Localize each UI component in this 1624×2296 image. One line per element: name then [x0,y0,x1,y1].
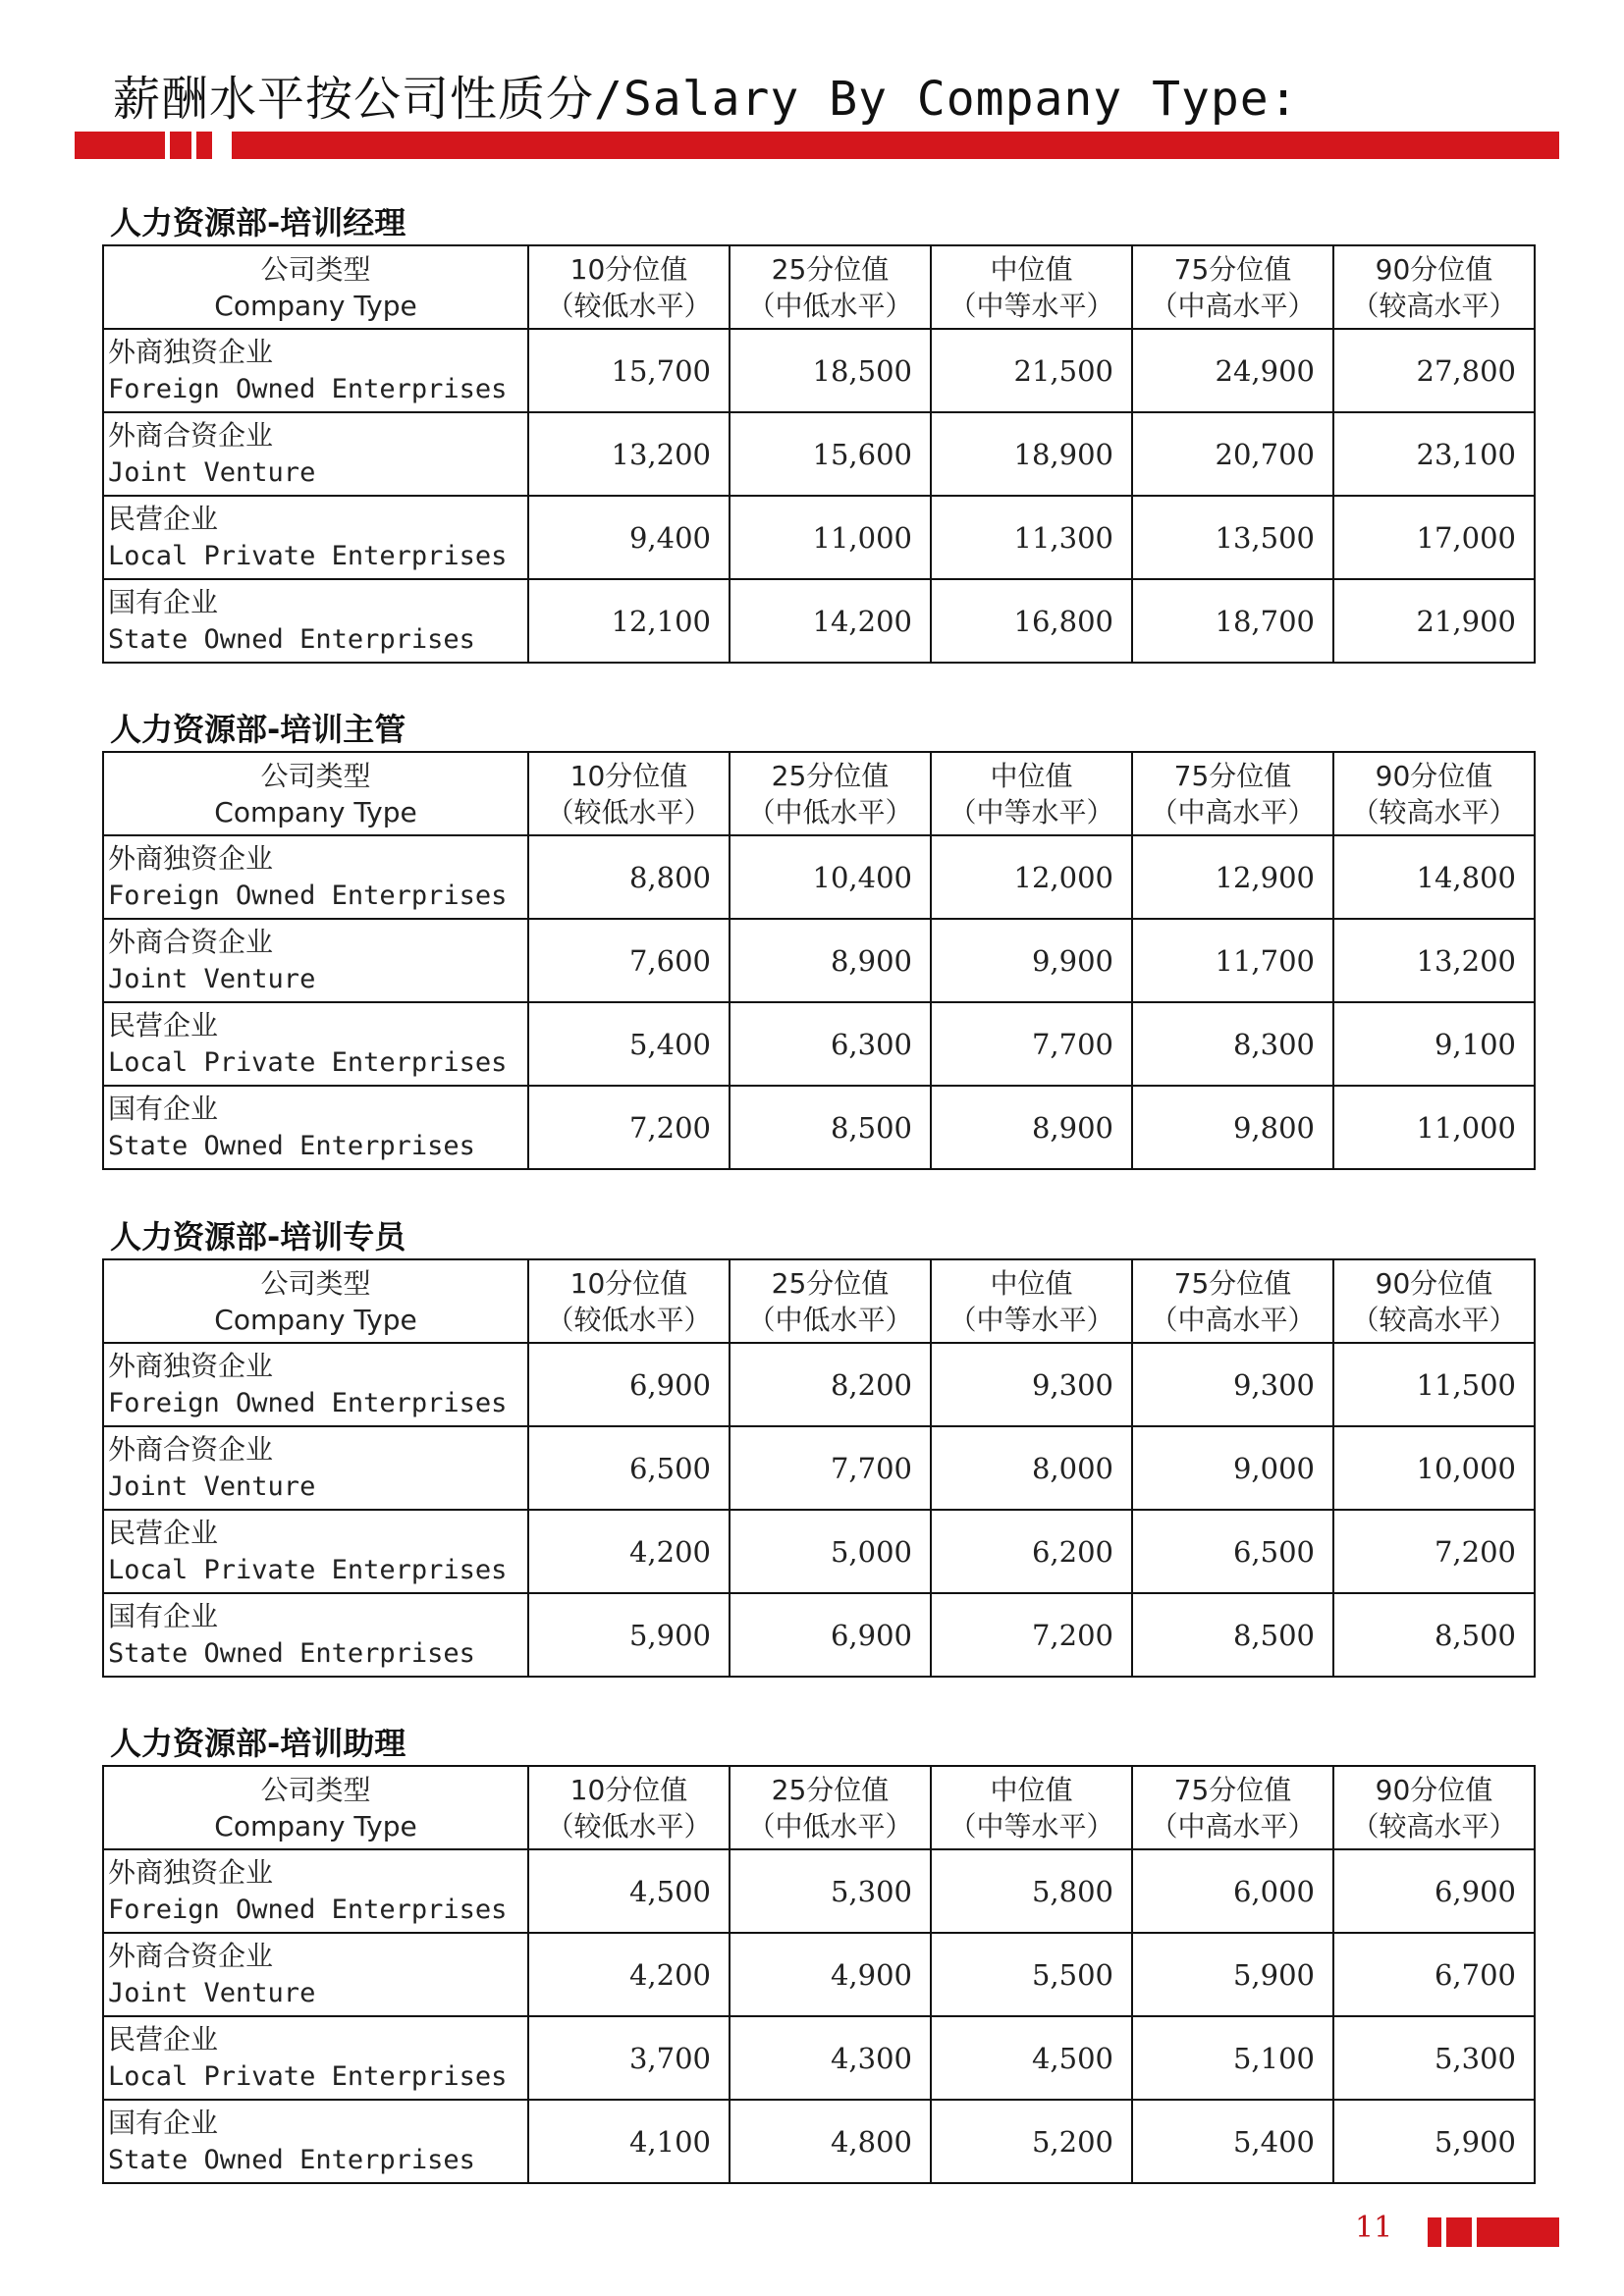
value-cell: 21,500 [931,329,1132,412]
value-cell: 13,200 [528,412,730,496]
table-header-row [103,752,1535,835]
value-cell: 5,200 [931,2100,1132,2183]
header-company-type: 公司类型 Company Type [103,1766,528,1849]
header-p25: 25分位值 （中低水平） [730,1259,931,1343]
company-type-cell: 外商合资企业 Joint Venture [103,919,528,1002]
header-p90: 90分位值 （较高水平） [1333,245,1535,329]
page-number: 11 [1355,2211,1393,2245]
header-p10: 10分位值 （较低水平） [528,1259,730,1343]
value-cell: 9,900 [931,919,1132,1002]
value-cell: 24,900 [1132,329,1333,412]
value-cell: 14,200 [730,579,931,663]
value-cell: 9,000 [1132,1426,1333,1510]
value-cell: 4,500 [931,2016,1132,2100]
company-type-cell: 民营企业 Local Private Enterprises [103,2016,528,2100]
value-cell: 5,900 [1333,2100,1535,2183]
value-cell: 8,500 [730,1086,931,1169]
company-type-cell: 外商合资企业 Joint Venture [103,1426,528,1510]
value-cell: 5,900 [1132,1933,1333,2016]
value-cell: 8,500 [1132,1593,1333,1677]
header-company-type: 公司类型 Company Type [103,245,528,329]
header-p75: 75分位值 （中高水平） [1132,1259,1333,1343]
salary-table [102,244,1536,664]
table-row [103,919,1535,1002]
company-type-cell: 民营企业 Local Private Enterprises [103,1510,528,1593]
company-type-cell: 外商独资企业 Foreign Owned Enterprises [103,329,528,412]
value-cell: 3,700 [528,2016,730,2100]
value-cell: 10,400 [730,835,931,919]
value-cell: 9,300 [1132,1343,1333,1426]
header-p75: 75分位值 （中高水平） [1132,752,1333,835]
header-p75: 75分位值 （中高水平） [1132,245,1333,329]
table-row [103,835,1535,919]
value-cell: 6,900 [730,1593,931,1677]
salary-table [102,751,1536,1170]
header-p10: 10分位值 （较低水平） [528,1766,730,1849]
table-row [103,412,1535,496]
value-cell: 6,300 [730,1002,931,1086]
value-cell: 4,900 [730,1933,931,2016]
company-type-cell: 国有企业 State Owned Enterprises [103,1593,528,1677]
table-row [103,2100,1535,2183]
value-cell: 16,800 [931,579,1132,663]
salary-table [102,1258,1536,1678]
value-cell: 7,200 [528,1086,730,1169]
value-cell: 18,700 [1132,579,1333,663]
value-cell: 7,600 [528,919,730,1002]
section-title: 人力资源部-培训主管 [110,711,406,748]
table-row [103,1002,1535,1086]
footer-rule-bar [1477,2217,1559,2247]
company-type-cell: 外商独资企业 Foreign Owned Enterprises [103,1343,528,1426]
header-rule-block-3 [196,132,212,159]
value-cell: 8,500 [1333,1593,1535,1677]
value-cell: 18,900 [931,412,1132,496]
header-median: 中位值 （中等水平） [931,1259,1132,1343]
value-cell: 11,000 [730,496,931,579]
value-cell: 5,900 [528,1593,730,1677]
table-header-row [103,245,1535,329]
company-type-cell: 国有企业 State Owned Enterprises [103,579,528,663]
value-cell: 5,400 [1132,2100,1333,2183]
value-cell: 4,500 [528,1849,730,1933]
salary-table [102,1765,1536,2184]
company-type-cell: 外商独资企业 Foreign Owned Enterprises [103,835,528,919]
header-median: 中位值 （中等水平） [931,245,1132,329]
value-cell: 12,100 [528,579,730,663]
value-cell: 8,200 [730,1343,931,1426]
table-header-row [103,1766,1535,1849]
value-cell: 20,700 [1132,412,1333,496]
header-p10: 10分位值 （较低水平） [528,245,730,329]
value-cell: 4,200 [528,1933,730,2016]
header-rule-block-2 [170,132,191,159]
value-cell: 6,200 [931,1510,1132,1593]
value-cell: 15,700 [528,329,730,412]
value-cell: 4,300 [730,2016,931,2100]
value-cell: 7,700 [931,1002,1132,1086]
value-cell: 6,900 [1333,1849,1535,1933]
header-p10: 10分位值 （较低水平） [528,752,730,835]
value-cell: 9,300 [931,1343,1132,1426]
header-company-type: 公司类型 Company Type [103,752,528,835]
table-row [103,329,1535,412]
table-row [103,1933,1535,2016]
value-cell: 10,000 [1333,1426,1535,1510]
value-cell: 12,900 [1132,835,1333,919]
section-title: 人力资源部-培训助理 [110,1725,406,1762]
value-cell: 7,200 [1333,1510,1535,1593]
section-title: 人力资源部-培训经理 [110,204,406,241]
header-p90: 90分位值 （较高水平） [1333,752,1535,835]
header-p90: 90分位值 （较高水平） [1333,1766,1535,1849]
company-type-cell: 民营企业 Local Private Enterprises [103,1002,528,1086]
value-cell: 27,800 [1333,329,1535,412]
value-cell: 14,800 [1333,835,1535,919]
value-cell: 23,100 [1333,412,1535,496]
header-company-type: 公司类型 Company Type [103,1259,528,1343]
value-cell: 6,500 [528,1426,730,1510]
value-cell: 11,300 [931,496,1132,579]
value-cell: 5,100 [1132,2016,1333,2100]
company-type-cell: 外商合资企业 Joint Venture [103,412,528,496]
value-cell: 5,300 [1333,2016,1535,2100]
company-type-cell: 民营企业 Local Private Enterprises [103,496,528,579]
company-type-cell: 国有企业 State Owned Enterprises [103,2100,528,2183]
value-cell: 7,200 [931,1593,1132,1677]
value-cell: 17,000 [1333,496,1535,579]
value-cell: 5,000 [730,1510,931,1593]
value-cell: 8,900 [730,919,931,1002]
value-cell: 4,100 [528,2100,730,2183]
header-median: 中位值 （中等水平） [931,1766,1132,1849]
header-p75: 75分位值 （中高水平） [1132,1766,1333,1849]
value-cell: 6,900 [528,1343,730,1426]
value-cell: 6,500 [1132,1510,1333,1593]
header-rule-block-1 [75,132,165,159]
value-cell: 8,800 [528,835,730,919]
value-cell: 18,500 [730,329,931,412]
value-cell: 9,400 [528,496,730,579]
value-cell: 21,900 [1333,579,1535,663]
table-header-row [103,1259,1535,1343]
value-cell: 9,800 [1132,1086,1333,1169]
header-p25: 25分位值 （中低水平） [730,245,931,329]
value-cell: 9,100 [1333,1002,1535,1086]
table-row [103,1343,1535,1426]
value-cell: 6,000 [1132,1849,1333,1933]
footer-rule-block-1 [1428,2217,1441,2247]
table-row [103,579,1535,663]
value-cell: 5,500 [931,1933,1132,2016]
company-type-cell: 外商独资企业 Foreign Owned Enterprises [103,1849,528,1933]
value-cell: 11,000 [1333,1086,1535,1169]
table-row [103,496,1535,579]
value-cell: 8,900 [931,1086,1132,1169]
header-p25: 25分位值 （中低水平） [730,752,931,835]
company-type-cell: 国有企业 State Owned Enterprises [103,1086,528,1169]
table-row [103,2016,1535,2100]
header-median: 中位值 （中等水平） [931,752,1132,835]
value-cell: 12,000 [931,835,1132,919]
value-cell: 13,500 [1132,496,1333,579]
page-title: 薪酬水平按公司性质分/Salary By Company Type: [113,72,1299,127]
table-row [103,1849,1535,1933]
value-cell: 11,700 [1132,919,1333,1002]
value-cell: 8,300 [1132,1002,1333,1086]
value-cell: 5,300 [730,1849,931,1933]
value-cell: 7,700 [730,1426,931,1510]
value-cell: 4,200 [528,1510,730,1593]
table-row [103,1510,1535,1593]
table-row [103,1086,1535,1169]
company-type-cell: 外商合资企业 Joint Venture [103,1933,528,2016]
header-rule-bar [232,132,1559,159]
value-cell: 5,400 [528,1002,730,1086]
header-p25: 25分位值 （中低水平） [730,1766,931,1849]
value-cell: 6,700 [1333,1933,1535,2016]
value-cell: 8,000 [931,1426,1132,1510]
section-title: 人力资源部-培训专员 [110,1218,406,1255]
value-cell: 4,800 [730,2100,931,2183]
value-cell: 11,500 [1333,1343,1535,1426]
value-cell: 15,600 [730,412,931,496]
footer-rule-block-2 [1446,2217,1472,2247]
value-cell: 13,200 [1333,919,1535,1002]
table-row [103,1426,1535,1510]
value-cell: 5,800 [931,1849,1132,1933]
table-row [103,1593,1535,1677]
header-p90: 90分位值 （较高水平） [1333,1259,1535,1343]
